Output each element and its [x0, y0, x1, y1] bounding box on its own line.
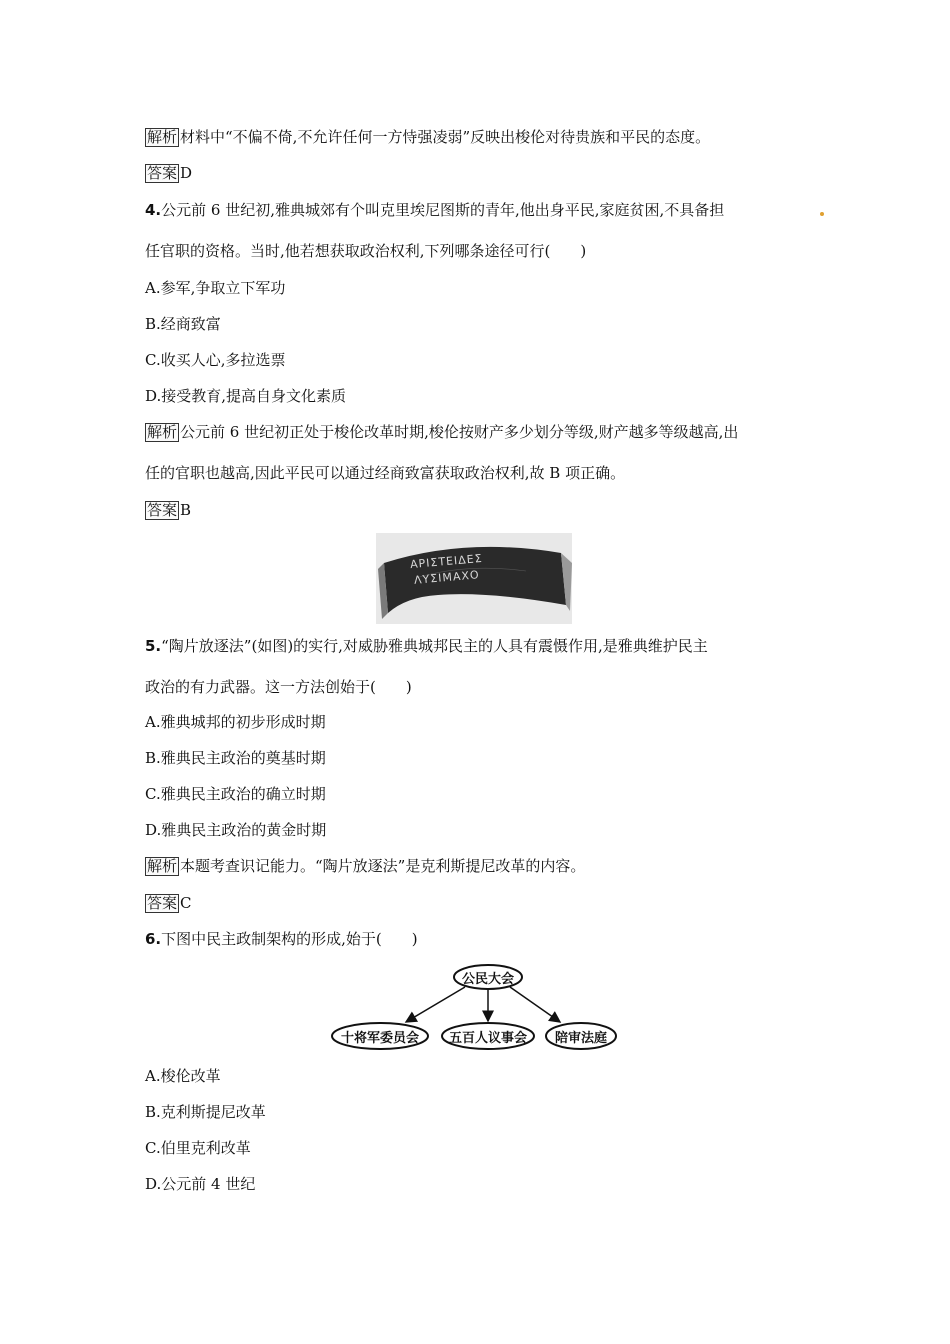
q5-option-a: A.雅典城邦的初步形成时期: [145, 713, 326, 731]
q5-answer-line: [145, 893, 192, 913]
q5-stem-line1: [145, 636, 708, 656]
q4-option-c: C.收买人心,多拉选票: [145, 351, 286, 369]
q5-stem-text1: “陶片放逐法”(如图)的实行,对威胁雅典城邦民主的人具有震慑作用,是雅典维护民主: [161, 637, 708, 655]
q4-number: 4.: [145, 201, 162, 219]
node-middle-label: 五百人议事会: [448, 1031, 527, 1046]
q4-option-a: A.参军,争取立下军功: [145, 279, 286, 297]
q5-option-b: B.雅典民主政治的奠基时期: [145, 749, 326, 767]
q4-stem-line1: [145, 200, 724, 220]
ostracon-inscription-2: ΛΥΣΙΜΑΧΟ: [413, 568, 481, 587]
q6-stem-text: 下图中民主政制架构的形成,始于( ): [161, 930, 418, 948]
q5-stem-line2: 政治的有力武器。这一方法创始于( ): [145, 678, 412, 696]
q6-option-c: C.伯里克利改革: [145, 1139, 251, 1157]
node-left-label: 十将军委员会: [340, 1031, 419, 1046]
analysis-line: [145, 127, 710, 147]
q4-analysis-text1: 公元前 6 世纪初正处于梭伦改革时期,梭伦按财产多少划分等级,财产越多等级越高,出: [180, 423, 739, 441]
q4-option-b: B.经商致富: [145, 315, 221, 333]
q4-option-d: D.接受教育,提高自身文化素质: [145, 387, 347, 405]
ostracon-image: [376, 533, 572, 624]
q4-stem-line2: 任官职的资格。当时,他若想获取政治权利,下列哪条途径可行( ): [145, 242, 587, 260]
q4-stem-text1: 公元前 6 世纪初,雅典城郊有个叫克里埃尼图斯的青年,他出身平民,家庭贫困,不具备担: [161, 201, 725, 219]
democracy-structure-diagram: [330, 960, 620, 1060]
arrow-to-right: [510, 987, 560, 1022]
q5-option-c: C.雅典民主政治的确立时期: [145, 785, 326, 803]
q6-stem-line: [145, 929, 418, 949]
q4-analysis-line1: [145, 422, 738, 442]
analysis-tag: 解析: [147, 423, 178, 441]
q5-analysis-line: [145, 856, 585, 876]
q4-answer-line: [145, 500, 191, 520]
ostracon-inscription-1: ΑΡΙΣΤΕΙΔΕΣ: [409, 551, 484, 572]
q4-answer-value: B: [180, 501, 192, 519]
q6-option-a: A.梭伦改革: [145, 1067, 221, 1085]
edit-mark-icon: [820, 212, 824, 216]
arrow-to-left: [406, 987, 465, 1022]
q6-option-d: D.公元前 4 世纪: [145, 1175, 256, 1193]
q5-number: 5.: [145, 637, 162, 655]
node-top-label: 公民大会: [461, 972, 514, 987]
answer-tag: 答案: [147, 164, 178, 182]
analysis-text: 材料中“不偏不倚,不允许任何一方恃强凌弱”反映出梭伦对待贵族和平民的态度。: [180, 128, 711, 146]
node-right-label: 陪审法庭: [554, 1031, 607, 1046]
q5-analysis-text: 本题考查识记能力。“陶片放逐法”是克利斯提尼改革的内容。: [180, 857, 586, 875]
answer-line: [145, 163, 192, 183]
q5-answer-value: C: [180, 894, 192, 912]
analysis-tag: 解析: [147, 128, 178, 146]
q6-number: 6.: [145, 930, 162, 948]
q4-analysis-line2: 任的官职也越高,因此平民可以通过经商致富获取政治权利,故 B 项正确。: [145, 464, 626, 482]
answer-value: D: [180, 164, 193, 182]
q5-option-d: D.雅典民主政治的黄金时期: [145, 821, 327, 839]
answer-tag: 答案: [147, 894, 178, 912]
q6-option-b: B.克利斯提尼改革: [145, 1103, 266, 1121]
answer-tag: 答案: [147, 501, 178, 519]
analysis-tag: 解析: [147, 857, 178, 875]
